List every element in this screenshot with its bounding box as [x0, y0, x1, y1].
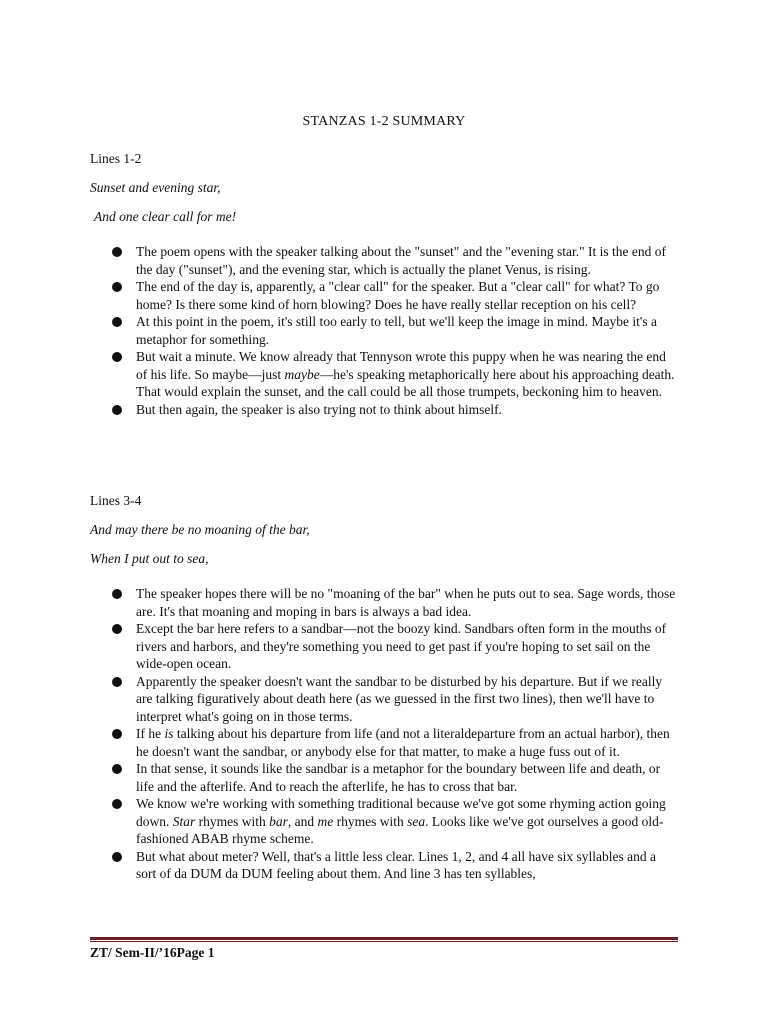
- bullet-icon: [112, 729, 122, 739]
- bullet-item: At this point in the poem, it's still too early to tell, but we'll keep the image in mind. Maybe it's a metaphor for something.: [112, 313, 678, 348]
- section-lines-1-2-header: [90, 150, 680, 168]
- bullet-item: The end of the day is, apparently, a "clear call" for the speaker. But a "clear call" for what? To go home? Is there some kind of horn blowing? Does he have really stellar reception on his cell?: [112, 278, 678, 313]
- bullet-item: The poem opens with the speaker talking about the "sunset" and the "evening star." It is the end of the day ("sunset"), and the evening star, which is actually the planet Venus, is rising.: [112, 243, 678, 278]
- verse-line: And one clear call for me!: [94, 209, 237, 224]
- verse-block-1: [90, 179, 680, 197]
- verse-block-2b: [90, 550, 680, 568]
- bullet-icon: [112, 852, 122, 862]
- verse-block-1b: [94, 208, 684, 226]
- verse-line: Sunset and evening star,: [90, 180, 221, 195]
- section-lines-3-4-header: [90, 492, 680, 510]
- bullet-icon: [112, 624, 122, 634]
- bullet-item: Except the bar here refers to a sandbar—not the boozy kind. Sandbars often form in the mouths of rivers and harbors, and they're something you need to get past if you're hoping to set sail on the wide-open ocean.: [112, 620, 678, 673]
- bullet-icon: [112, 677, 122, 687]
- bullet-item: The speaker hopes there will be no "moaning of the bar" when he puts out to sea. Sage words, those are. It's that moaning and moping in bars is always a bad idea.: [112, 585, 678, 620]
- page-footer: ZT/ Sem-II/’16Page 1: [90, 945, 215, 960]
- footer-rule: [90, 937, 678, 940]
- bullet-item: If he is talking about his departure from life (and not a literaldeparture from an actual harbor), then he doesn't want the sandbar, or anybody else for that matter, to make a huge fuss out of it.: [112, 725, 678, 760]
- bullet-icon: [112, 352, 122, 362]
- section-heading: Lines 1-2: [90, 151, 142, 166]
- verse-line: When I put out to sea,: [90, 551, 209, 566]
- verse-block-2: [90, 521, 680, 539]
- bullet-icon: [112, 764, 122, 774]
- page-title: STANZAS 1-2 SUMMARY: [302, 114, 466, 129]
- bullet-list-2: [112, 585, 678, 883]
- bullet-item: In that sense, it sounds like the sandbar is a metaphor for the boundary between life and death, or life and the afterlife. And to reach the afterlife, he has to cross that bar.: [112, 760, 678, 795]
- footer-rule-thin: [90, 941, 678, 942]
- bullet-icon: [112, 405, 122, 415]
- bullet-icon: [112, 799, 122, 809]
- bullet-icon: [112, 317, 122, 327]
- bullet-icon: [112, 247, 122, 257]
- verse-line: And may there be no moaning of the bar,: [90, 522, 310, 537]
- bullet-icon: [112, 282, 122, 292]
- bullet-item: But wait a minute. We know already that Tennyson wrote this puppy when he was nearing the end of his life. So maybe—just maybe—he's speaking metaphorically here about his approaching death. That would explain the sunset, and the call could be all those trumpets, beckoning him to heaven.: [112, 348, 678, 401]
- bullet-icon: [112, 589, 122, 599]
- section-heading: Lines 3-4: [90, 493, 142, 508]
- bullet-item: But then again, the speaker is also trying not to think about himself.: [112, 401, 678, 419]
- bullet-item: We know we're working with something traditional because we've got some rhyming action going down. Star rhymes with bar, and me rhymes with sea. Looks like we've got ourselves a good old-fashioned ABAB rhyme scheme.: [112, 795, 678, 848]
- bullet-item: Apparently the speaker doesn't want the sandbar to be disturbed by his departure. But if we really are talking figuratively about death here (as we guessed in the first two lines), then we'll have to interpret what's going on in those terms.: [112, 673, 678, 726]
- bullet-item: But what about meter? Well, that's a little less clear. Lines 1, 2, and 4 all have six syllables and a sort of da DUM da DUM feeling about them. And line 3 has ten syllables,: [112, 848, 678, 883]
- bullet-list-1: [112, 243, 678, 418]
